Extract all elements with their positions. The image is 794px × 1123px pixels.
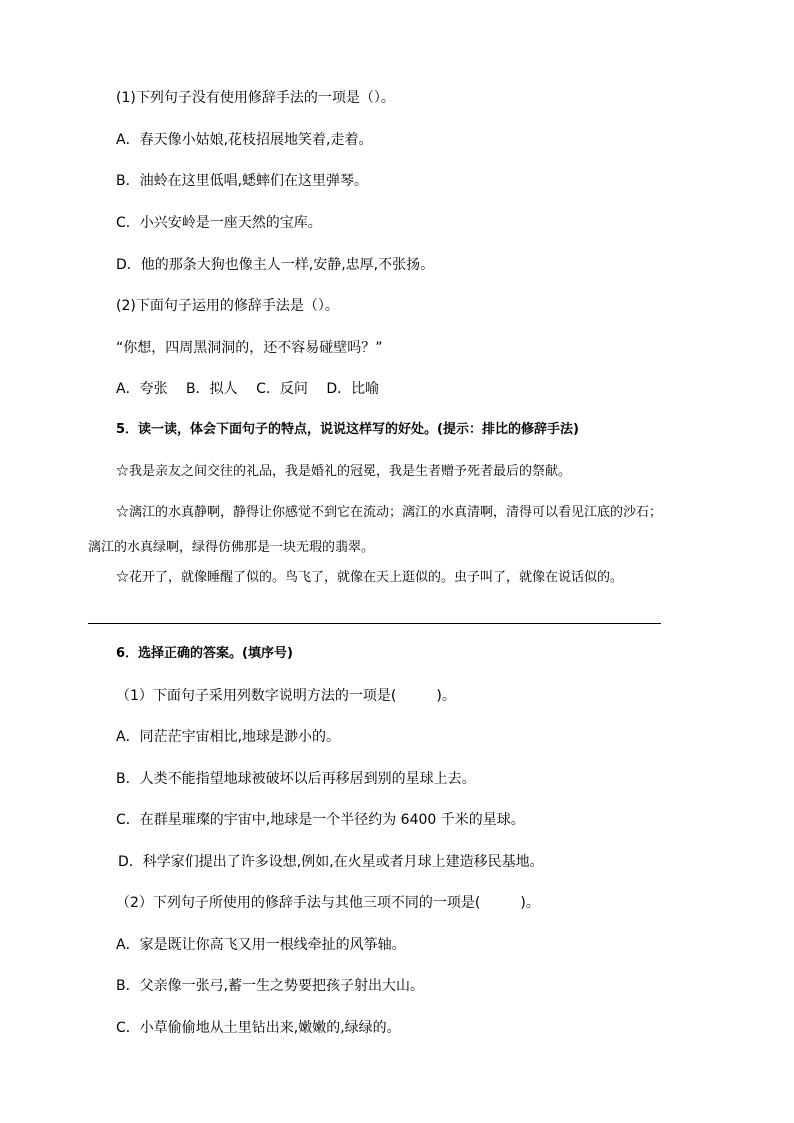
q5-sentence-1: ☆我是亲友之间交往的礼品，我是婚礼的冠冕，我是生者赠予死者最后的祭献。: [116, 464, 572, 479]
q6-sub2-option-a: A．家是既让你高飞又用一根线牵扯的风筝轴。: [116, 937, 406, 953]
q5-heading: 5．读一读，体会下面句子的特点，说说这样写的好处。(提示：排比的修辞手法): [116, 422, 579, 437]
q4-sub2-options: [116, 379, 379, 399]
q5-sentence-3: ☆花开了，就像睡醒了似的。鸟飞了，就像在天上逛似的。虫子叫了，就像在说话似的。: [116, 570, 624, 585]
q6-sub1-option-a: A．同茫茫宇宙相比,地球是渺小的。: [116, 729, 341, 745]
q4-sub1-option-b: B．油蛉在这里低唱,蟋蟀们在这里弹琴。: [116, 173, 369, 189]
q6-heading: 6．选择正确的答案。(填序号): [116, 646, 293, 661]
q6-sub2-option-c: C．小草偷偷地从土里钻出来,嫩嫩的,绿绿的。: [116, 1020, 401, 1036]
q6-sub1-option-d: D．科学家们提出了许多设想,例如,在火星或者月球上建造移民基地。: [118, 854, 544, 870]
q4-sub1-option-c: C．小兴安岭是一座天然的宝库。: [116, 215, 322, 231]
q6-sub1-question: [116, 686, 456, 706]
q4-sub1-option-d: D．他的那条大狗也像主人一样,安静,忠厚,不张扬。: [116, 257, 435, 273]
q6-sub2-question: [116, 893, 540, 913]
q4-sub2-option-b: B．拟人: [186, 381, 238, 397]
answer-line: [88, 623, 661, 624]
q5-sentence-2-line-1: ☆漓江的水真静啊，静得让你感觉不到它在流动；漓江的水真清啊，清得可以看见江底的沙石；: [116, 505, 663, 520]
q6-sub1-option-b: B．人类不能指望地球被破坏以后再移居到别的星球上去。: [116, 771, 476, 787]
q4-sub1-option-a: A．春天像小姑娘,花枝招展地笑着,走着。: [116, 132, 373, 148]
q4-sub2-question: (2)下面句子运用的修辞手法是（）。: [116, 298, 339, 314]
q4-sub2-option-a: A．夸张: [116, 381, 168, 397]
q6-sub1-question-start: （1）下面句子采用列数字说明方法的一项是(: [116, 688, 397, 704]
q4-sub2-option-d: D．比喻: [326, 381, 380, 397]
q6-sub1-question-end: )。: [436, 688, 456, 704]
q6-sub2-option-b: B．父亲像一张弓,蓄一生之势要把孩子射出大山。: [116, 978, 425, 994]
q5-sentence-2-line-2: 漓江的水真绿啊，绿得仿佛那是一块无瑕的翡翠。: [88, 540, 375, 555]
q6-sub1-option-c: C．在群星璀璨的宇宙中,地球是一个半径约为 6400 千米的星球。: [116, 812, 525, 828]
q4-sub2-option-c: C．反问: [256, 381, 308, 397]
q6-sub2-question-start: （2）下列句子所使用的修辞手法与其他三项不同的一项是(: [116, 895, 481, 911]
q6-sub2-question-end: )。: [520, 895, 540, 911]
q4-sub2-quote: “你想，四周黑洞洞的，还不容易碰壁吗？”: [116, 340, 383, 356]
q4-sub1-question: (1)下列句子没有使用修辞手法的一项是（）。: [116, 90, 395, 106]
